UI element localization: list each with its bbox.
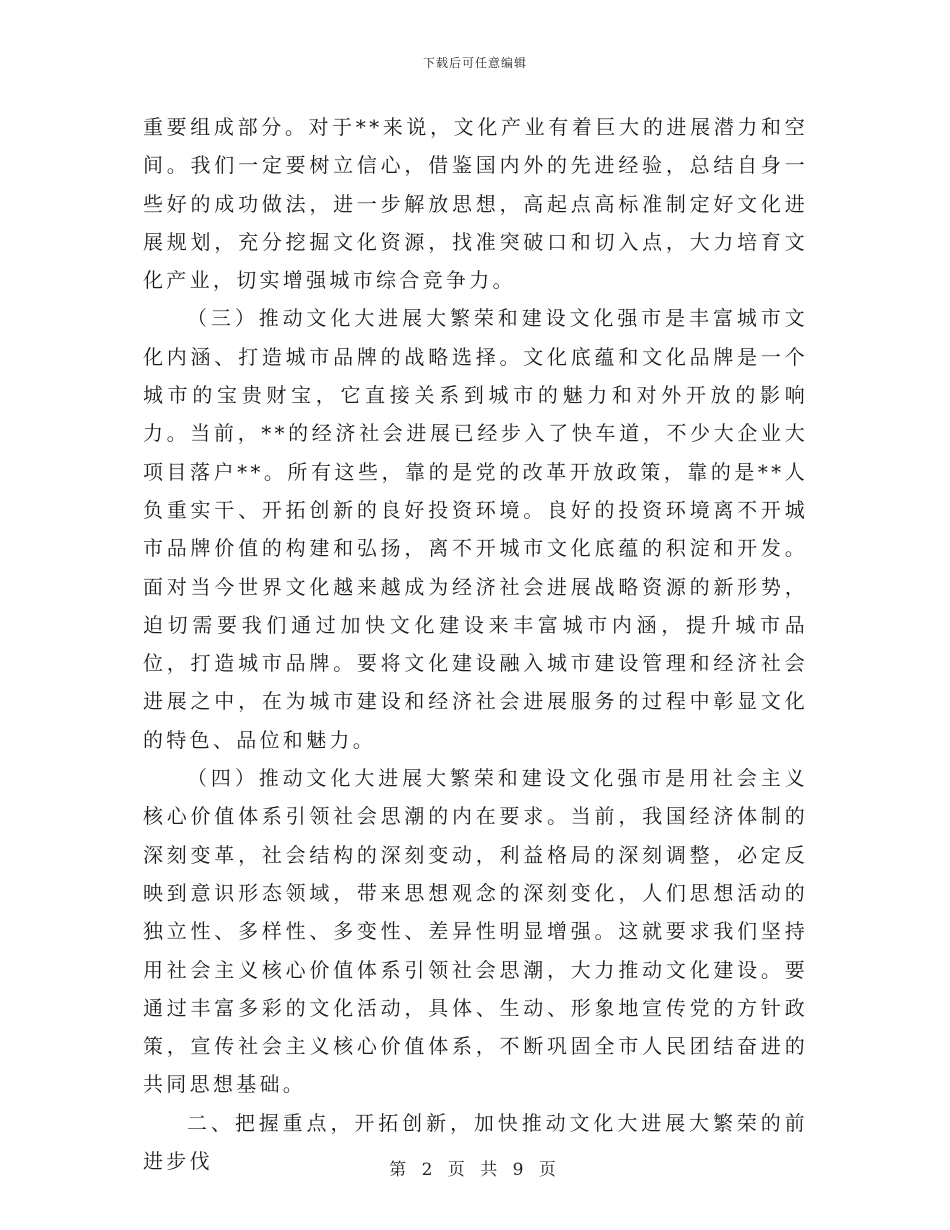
document-body	[143, 108, 808, 1180]
paragraph-section-four: （四）推动文化大进展大繁荣和建设文化强市是用社会主义核心价值体系引领社会思潮的内在要求。当前，我国经济体制的深刻变革，社会结构的深刻变动，利益格局的深刻调整，必定反映到意识形态领域，带来思想观念的深刻变化，人们思想活动的独立性、多样性、多变性、差异性明显增强。这就要求我们坚持用社会主义核心价值体系引领社会思潮，大力推动文化建设。要通过丰富多彩的文化活动，具体、生动、形象地宣传党的方针政策，宣传社会主义核心价值体系，不断巩固全市人民团结奋进的共同思想基础。	[143, 766, 808, 1097]
page-number: 第 2 页 共 9 页	[389, 1160, 561, 1180]
paragraph-continuation: 重要组成部分。对于**来说，文化产业有着巨大的进展潜力和空间。我们一定要树立信心，借鉴国内外的先进经验，总结自身一些好的成功做法，进一步解放思想，高起点高标准制定好文化进展规划，充分挖掘文化资源，找准突破口和切入点，大力培育文化产业，切实增强城市综合竞争力。	[143, 115, 808, 293]
page-header-note: 下载后可任意编辑	[422, 56, 527, 70]
heading-part-two: 二、把握重点，开拓创新，加快推动文化大进展大繁荣的前进步伐	[143, 1110, 808, 1174]
paragraph-section-three: （三）推动文化大进展大繁荣和建设文化强市是丰富城市文化内涵、打造城市品牌的战略选择。文化底蕴和文化品牌是一个城市的宝贵财宝，它直接关系到城市的魅力和对外开放的影响力。当前，**的经济社会进展已经步入了快车道，不少大企业大项目落户**。所有这些，靠的是党的改革开放政策，靠的是**人负重实干、开拓创新的良好投资环境。良好的投资环境离不开城市品牌价值的构建和弘扬，离不开城市文化底蕴的积淀和开发。面对当今世界文化越来越成为经济社会进展战略资源的新形势，迫切需要我们通过加快文化建设来丰富城市内涵，提升城市品位，打造城市品牌。要将文化建设融入城市建设管理和经济社会进展之中，在为城市建设和经济社会进展服务的过程中彰显文化的特色、品位和魅力。	[143, 306, 808, 752]
